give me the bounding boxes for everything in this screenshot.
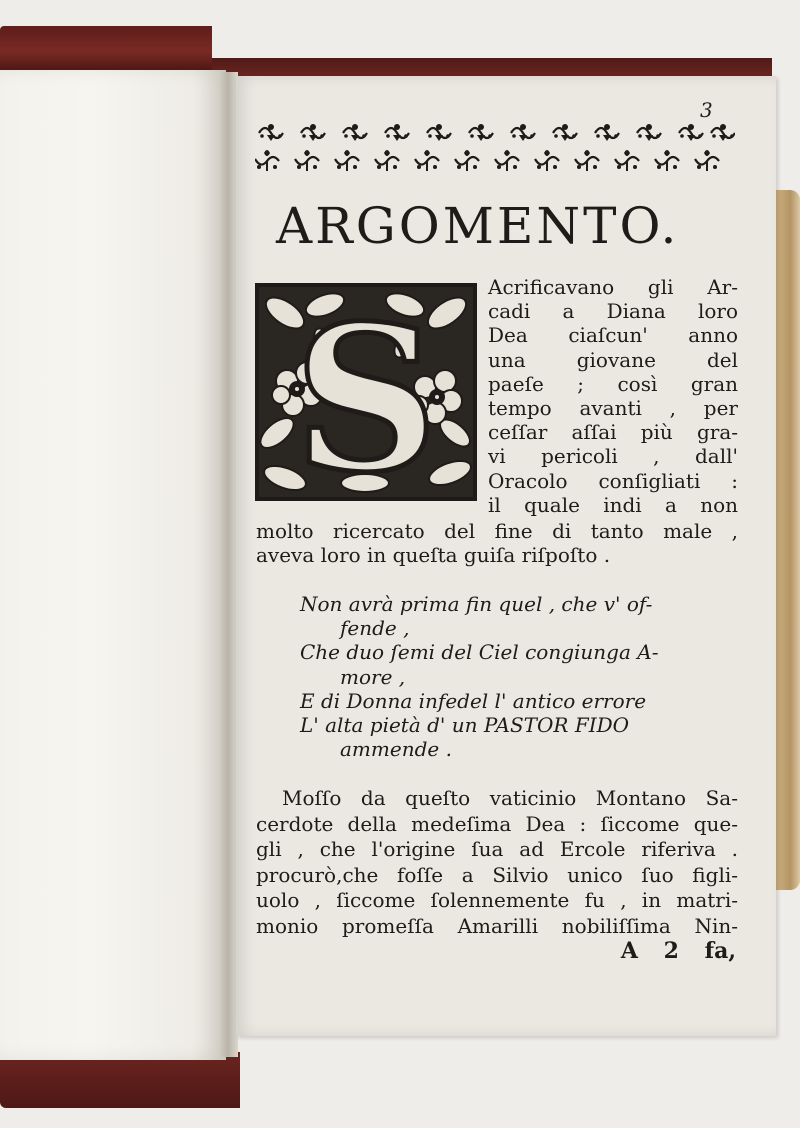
verse-line: more , xyxy=(340,664,406,689)
verse-line: E di Donna infedel l' antico errore xyxy=(300,688,647,713)
text-line: cadi a Diana loro xyxy=(488,299,738,324)
initial-letter: S xyxy=(293,283,439,501)
text-line: gli , che l'origine ſua ad Ercole riferiva . xyxy=(256,837,738,862)
page-title: ARGOMENTO. xyxy=(276,197,680,255)
oracle-verse xyxy=(300,592,740,761)
signature-mark: A 2 xyxy=(620,938,679,964)
text-line: tempo avanti , per xyxy=(488,396,738,421)
text-line: cerdote della medeſima Dea : ſiccome que- xyxy=(256,811,738,836)
left-blank-page xyxy=(0,70,226,1060)
text-line: Moſſo da queſto vaticinio Montano Sa- xyxy=(282,786,738,810)
opening-text xyxy=(488,275,738,517)
verse-line: Che duo ſemi del Ciel congiunga A- xyxy=(300,640,659,665)
text-line: Acrificavano gli Ar- xyxy=(488,275,738,299)
body-paragraph xyxy=(256,786,738,940)
text-line: aveva loro in queſta guiſa riſpoſto . xyxy=(256,543,611,568)
text-line: uolo , ſiccome ſolennemente fu , in matri- xyxy=(256,888,738,913)
page-edges xyxy=(776,190,800,890)
decorated-initial-s xyxy=(255,283,477,501)
text-line: monio promeſſa Amarilli nobiliſſima Nin- xyxy=(256,913,738,938)
text-line: il quale indi a non xyxy=(488,492,738,517)
text-line: vi pericoli , dall' xyxy=(488,444,738,469)
binding-bottom xyxy=(0,1052,240,1108)
verse-line: fende , xyxy=(340,616,410,641)
text-line: procurò,che foſſe a Silvio unico ſuo figli- xyxy=(256,862,738,887)
verse-line: Non avrà prima fin quel , che v' of- xyxy=(300,592,653,616)
text-line: paeſe ; così gran xyxy=(488,371,738,396)
page-number: 3 xyxy=(700,98,713,122)
verse-line: ammende . xyxy=(340,737,452,762)
text-line: molto ricercato del fine di tanto male , xyxy=(256,519,738,543)
page-footer xyxy=(556,938,736,964)
continued-text xyxy=(256,519,738,567)
catchword: fa, xyxy=(704,938,736,964)
text-line: Dea ciaſcun' anno xyxy=(488,323,738,348)
verse-line: L' alta pietà d' un PASTOR FIDO xyxy=(300,713,630,738)
binding-top-right xyxy=(212,58,772,78)
text-line: Oracolo conſigliati : xyxy=(488,468,738,493)
text-line: ceſſar aſſai più gra- xyxy=(488,420,738,445)
text-line: una giovane del xyxy=(488,347,738,372)
binding-top-left xyxy=(0,26,212,72)
ornament-border xyxy=(255,121,735,177)
